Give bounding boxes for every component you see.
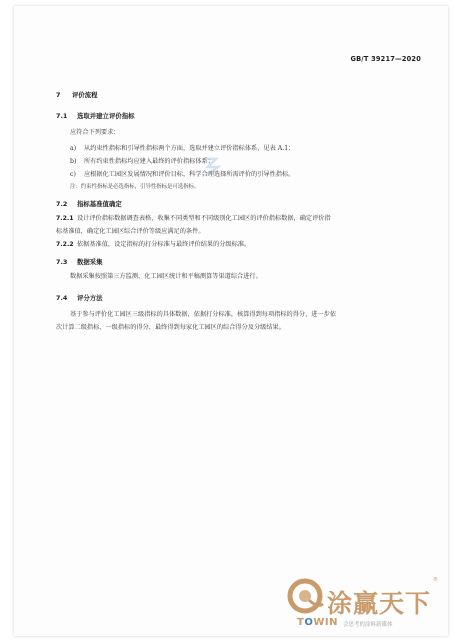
towin-emblem-icon [287, 578, 325, 614]
list-item: c) 应根据化工园区发展情况和评价目标，科学合理选择所需评价的引导性指标。 [70, 171, 295, 178]
towin-logo [287, 574, 447, 634]
section-7-1-intro: 应符合下列要求： [70, 129, 120, 136]
section-7-4-line2: 次计算二级指标、一级指标的得分，最终得到每家化工园区的综合得分及分级结果。 [56, 324, 285, 331]
standard-number: GB/T 39217—2020 [350, 55, 421, 63]
clause-7-2-2: 7.2.2 依据基准值，设定指标的打分标准与最终评价结果的分级标准。 [56, 241, 251, 248]
section-7-1-note: 注：约束性指标是必选指标，引导性指标是可选指标。 [70, 184, 200, 190]
section-7-2-heading: 7.2 指标基准值确定 [56, 200, 122, 208]
section-7-1-heading: 7.1 选取并建立评价指标 [56, 112, 135, 120]
logo-slogan: 会思考的涂料新媒体 [343, 622, 393, 628]
section-7-4-heading: 7.4 评分方法 [56, 294, 103, 302]
faint-watermark-icon [202, 155, 222, 177]
section-7-heading: 7 评价流程 [56, 91, 98, 99]
clause-7-2-1: 7.2.1 设计评价指标数据调查表格，收集不同类型和不同级别化工园区的评价指标数据，确定评价指 标基准值，确定化工园区综合评价等级应满足的条件。 [56, 215, 331, 235]
list-item: b) 所有约束性指标均应建入最终的评价指标体系； [70, 158, 214, 165]
registered-mark: ® [433, 577, 438, 583]
section-7-3-text: 数据采集按照第三方监测、化工园区统计和平稿测算等渠道综合进行。 [70, 273, 262, 280]
logo-chinese-text: 涂赢天下 [327, 589, 432, 618]
list-item: a) 从约束性指标和引导性指标两个方面，选取并建立评价指标体系，见表 A.1； [70, 145, 295, 152]
section-7-3-heading: 7.3 数据采集 [56, 258, 103, 266]
section-7-4-line1: 基于参与评价化工园区三级指标的具体数据，依据打分标准，核算得到每项指标的得分，进一步依 [70, 311, 337, 318]
logo-english-text: TOWIN [297, 617, 338, 628]
